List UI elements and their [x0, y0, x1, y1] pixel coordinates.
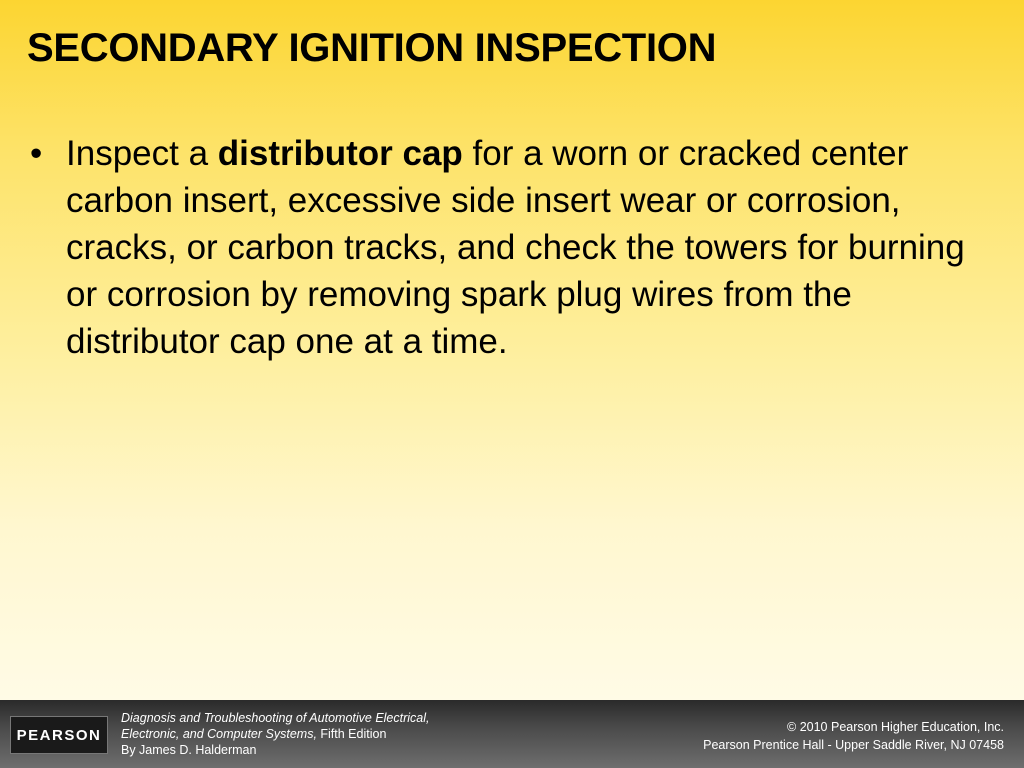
copyright-line1: © 2010 Pearson Higher Education, Inc.	[787, 720, 1004, 734]
bullet-suffix: for a worn or cracked center carbon insert, excessive side insert wear or corrosion, cracks, or carbon tracks, and check the towers for burning or corrosion by removing spark plug wires from the distributor cap one at a time.	[66, 134, 965, 361]
book-info	[121, 710, 430, 758]
pearson-logo: PEARSON	[10, 716, 108, 754]
book-title-line2: Electronic, and Computer Systems,	[121, 727, 317, 741]
book-author: By James D. Halderman	[121, 743, 257, 757]
copyright-info	[703, 718, 1004, 754]
bullet-item	[30, 130, 980, 365]
bullet-list	[30, 130, 980, 365]
bullet-emphasis: distributor cap	[217, 134, 463, 173]
book-title-line1: Diagnosis and Troubleshooting of Automotive Electrical,	[121, 711, 430, 725]
copyright-line2: Pearson Prentice Hall - Upper Saddle River, NJ 07458	[703, 738, 1004, 752]
bullet-text	[66, 134, 965, 361]
bullet-prefix: Inspect a	[66, 134, 218, 173]
footer-bar	[0, 700, 1024, 768]
book-edition: Fifth Edition	[316, 727, 387, 741]
slide-title: SECONDARY IGNITION INSPECTION	[27, 26, 717, 70]
bullet-marker: •	[30, 134, 43, 173]
